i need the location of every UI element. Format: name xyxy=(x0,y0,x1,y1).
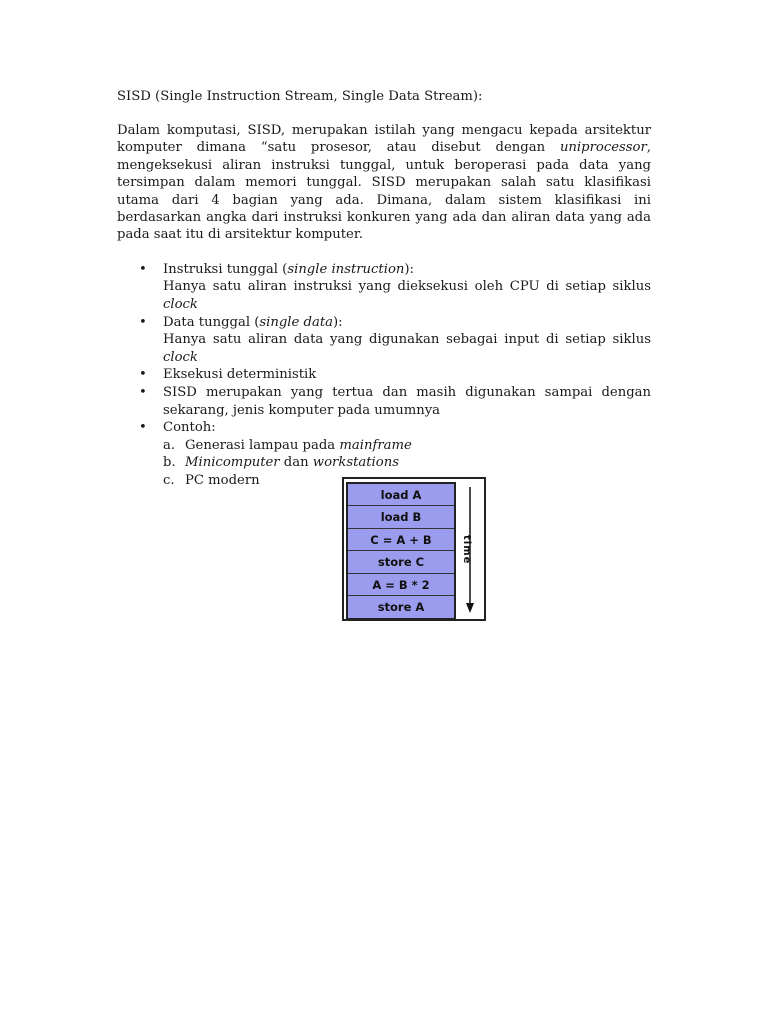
sisd-timeline-diagram xyxy=(342,477,486,621)
example-text: dan xyxy=(279,455,313,471)
list-item-deterministic xyxy=(117,366,651,384)
example-text: PC modern xyxy=(185,472,260,488)
item-title-end: ): xyxy=(404,261,414,277)
example-marker: b. xyxy=(163,455,176,471)
item-title: Data tunggal ( xyxy=(163,314,260,330)
item-title-italic: single instruction xyxy=(287,261,405,277)
example-item-a xyxy=(163,437,651,455)
instruction-stack xyxy=(346,482,456,620)
list-item-oldest xyxy=(117,384,651,419)
item-detail-italic: clock xyxy=(163,349,198,365)
item-text: SISD merupakan yang tertua dan masih digunakan sampai dengan sekarang, jenis komputer pada umumnya xyxy=(163,385,651,418)
paragraph-part-1: Dalam komputasi, SISD, merupakan istilah yang mengacu kepada arsitektur komputer dimana “satu prosesor, atau disebut dengan xyxy=(117,123,651,156)
example-italic: mainframe xyxy=(339,437,412,453)
item-text: Eksekusi deterministik xyxy=(163,367,317,383)
example-text: Generasi lampau pada xyxy=(185,437,340,453)
example-item-b xyxy=(163,454,651,472)
instruction-cell: load A xyxy=(348,484,454,506)
item-text: Contoh: xyxy=(163,420,216,436)
item-title-italic: single data xyxy=(259,314,333,330)
example-marker: a. xyxy=(163,437,176,453)
time-label: time xyxy=(461,535,472,565)
item-title-end: ): xyxy=(333,314,343,330)
item-detail: Hanya satu aliran data yang digunakan sebagai input di setiap siklus xyxy=(163,332,651,348)
item-title: Instruksi tunggal ( xyxy=(163,261,288,277)
example-marker: c. xyxy=(163,472,175,488)
intro-paragraph xyxy=(117,122,651,244)
instruction-cell: A = B * 2 xyxy=(348,574,454,596)
instruction-cell: store C xyxy=(348,551,454,573)
bullet-icon: • xyxy=(139,385,147,400)
feature-list xyxy=(117,261,651,490)
section-heading: SISD (Single Instruction Stream, Single Data Stream): xyxy=(117,89,483,104)
item-detail-italic: clock xyxy=(163,297,198,313)
list-item-data xyxy=(117,314,651,367)
document-page xyxy=(117,88,651,490)
instruction-cell: load B xyxy=(348,506,454,528)
bullet-icon: • xyxy=(139,261,147,277)
instruction-cell: store A xyxy=(348,596,454,618)
bullet-icon: • xyxy=(139,314,147,330)
item-detail: Hanya satu aliran instruksi yang dieksekusi oleh CPU di setiap siklus xyxy=(163,279,651,295)
example-italic-2: workstations xyxy=(312,455,399,471)
paragraph-part-2: , mengeksekusi aliran instruksi tunggal, untuk beroperasi pada data yang tersimpan dalam memori tunggal. SISD merupakan salah satu klasifikasi utama dari 4 bagian yang ada. Dimana, dalam sistem klasifikasi ini berdasarkan angka dari instruksi konkuren yang ada dan aliran data yang ada pada saat itu di arsitektur komputer. xyxy=(117,140,651,243)
example-italic: Minicomputer xyxy=(185,455,280,471)
list-item-instruction xyxy=(117,261,651,314)
instruction-cell: C = A + B xyxy=(348,529,454,551)
bullet-icon: • xyxy=(139,367,147,383)
bullet-icon: • xyxy=(139,420,147,436)
paragraph-italic-uniprocessor: uniprocessor xyxy=(559,140,647,156)
